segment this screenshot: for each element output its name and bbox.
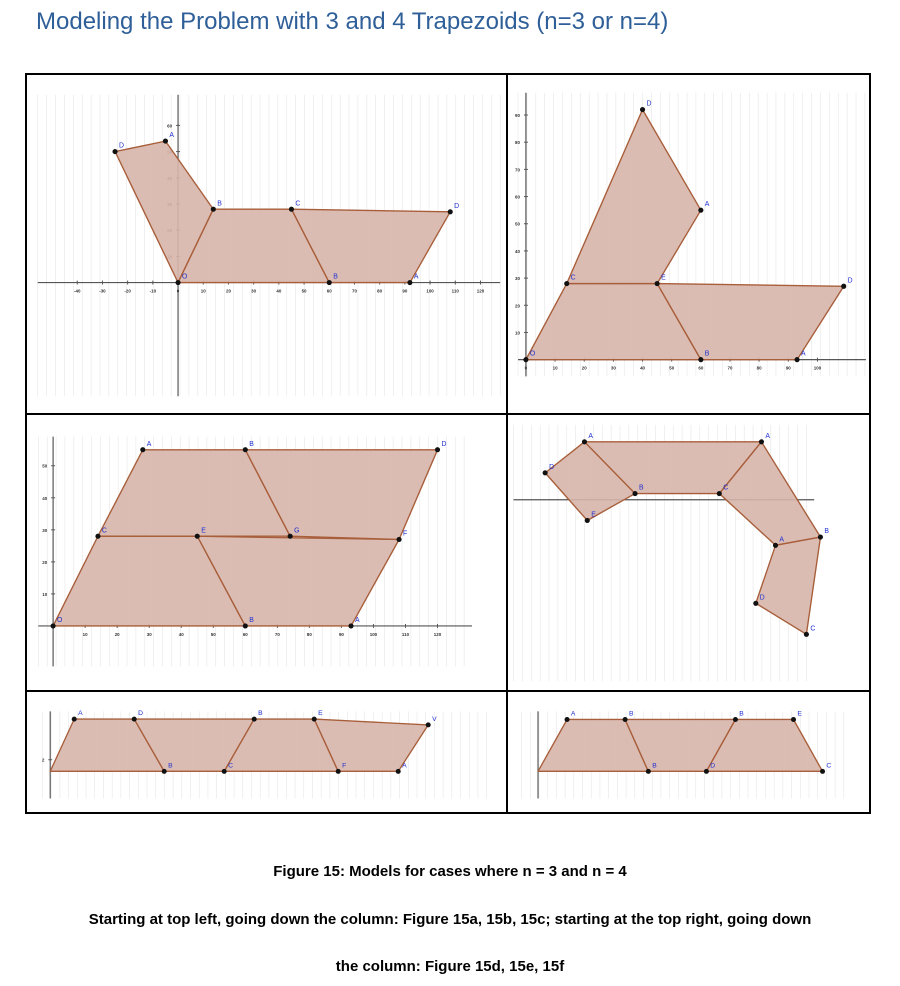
vertex-label: A xyxy=(78,710,83,718)
x-tick-label: 10 xyxy=(552,365,558,371)
x-tick-label: 100 xyxy=(426,288,434,294)
vertex-label: C xyxy=(723,484,729,492)
figure-caption-title: Figure 15: Models for cases where n = 3 and n = 4 xyxy=(273,863,627,880)
x-tick-label: 90 xyxy=(402,288,408,294)
vertex-point xyxy=(582,439,587,444)
x-tick-label: 110 xyxy=(451,288,459,294)
vertex-label: D xyxy=(759,594,765,602)
vertex-label: A xyxy=(413,273,419,281)
x-tick-label: 100 xyxy=(369,631,378,637)
vertex-point xyxy=(112,149,117,154)
x-tick-label: 100 xyxy=(813,365,822,371)
y-tick-label: 30 xyxy=(42,527,48,533)
vertex-label: A xyxy=(779,536,785,544)
x-tick-label: 40 xyxy=(178,631,184,637)
y-tick-label: 60 xyxy=(515,194,520,200)
x-tick-label: 80 xyxy=(306,631,312,637)
vertex-label: O xyxy=(182,273,188,281)
figure-15f-plot xyxy=(508,692,869,812)
x-tick-label: 120 xyxy=(476,288,485,294)
vertex-label: D xyxy=(646,100,652,108)
vertex-label: E xyxy=(661,274,666,282)
figure-15d-panel xyxy=(506,73,871,415)
figure-caption-line-1: Starting at top left, going down the column: Figure 15a, 15b, 15c; starting at the top right, going down xyxy=(88,911,812,928)
vertex-point xyxy=(327,280,332,285)
x-tick-label: 90 xyxy=(785,365,791,371)
vertex-point xyxy=(704,769,709,774)
figure-15d-plot xyxy=(508,75,869,413)
vertex-point xyxy=(818,534,823,539)
vertex-label: B xyxy=(217,200,222,208)
vertex-point xyxy=(791,717,796,722)
x-tick-label: -10 xyxy=(149,288,157,294)
x-tick-label: 30 xyxy=(251,288,257,294)
figure-15a-plot xyxy=(27,75,506,413)
vertex-label: B xyxy=(704,350,710,358)
x-tick-label: 0 xyxy=(176,288,180,294)
vertex-label: O xyxy=(57,616,63,624)
figure-15a-panel xyxy=(25,73,508,415)
vertex-point xyxy=(289,207,294,212)
x-tick-label: 80 xyxy=(756,365,762,371)
vertex-label: C xyxy=(810,625,816,633)
vertex-label: D xyxy=(710,762,716,770)
vertex-point xyxy=(51,623,56,628)
vertex-point xyxy=(717,491,722,496)
x-tick-label: 0 xyxy=(524,365,528,371)
vertex-point xyxy=(733,717,738,722)
vertex-point xyxy=(435,447,440,452)
x-tick-label: 10 xyxy=(82,631,88,637)
vertex-label: V xyxy=(432,716,437,724)
vertex-point xyxy=(312,717,317,722)
vertex-point xyxy=(336,769,341,774)
vertex-label: C xyxy=(570,274,576,282)
vertex-point xyxy=(565,717,570,722)
vertex-point xyxy=(448,209,453,214)
vertex-point xyxy=(655,281,660,286)
vertex-point xyxy=(804,632,809,637)
x-tick-label: 60 xyxy=(698,365,704,371)
vertex-label: D xyxy=(118,142,124,150)
vertex-label: B xyxy=(652,762,657,770)
vertex-label: F xyxy=(403,530,408,538)
y-tick-label: 60 xyxy=(167,123,173,129)
vertex-point xyxy=(211,207,216,212)
vertex-point xyxy=(773,543,778,548)
x-tick-label: 80 xyxy=(377,288,383,294)
vertex-label: D xyxy=(454,202,460,210)
vertex-point xyxy=(348,623,353,628)
vertex-point xyxy=(72,717,77,722)
vertex-point xyxy=(396,769,401,774)
y-tick-label: 40 xyxy=(42,495,48,501)
y-tick-label: 30 xyxy=(515,276,520,282)
vertex-point xyxy=(222,769,227,774)
vertex-label: E xyxy=(797,710,802,718)
vertex-label: A xyxy=(402,762,407,770)
figure-15b-plot xyxy=(27,415,506,690)
vertex-label: E xyxy=(591,511,596,519)
x-tick-label: 40 xyxy=(640,365,646,371)
vertex-point xyxy=(640,107,645,112)
trapezoid-4 xyxy=(756,537,821,634)
vertex-point xyxy=(288,534,293,539)
vertex-label: B xyxy=(249,440,254,448)
y-tick-label: 10 xyxy=(515,330,520,336)
y-tick-label: 70 xyxy=(515,167,520,173)
vertex-label: A xyxy=(570,710,576,718)
trapezoid-2 xyxy=(567,110,701,284)
vertex-point xyxy=(195,534,200,539)
vertex-point xyxy=(163,139,168,144)
x-tick-label: 30 xyxy=(610,365,616,371)
x-tick-label: 70 xyxy=(727,365,733,371)
vertex-label: A xyxy=(169,132,175,140)
x-tick-label: 10 xyxy=(200,288,206,294)
vertex-point xyxy=(95,534,100,539)
y-tick-label: 40 xyxy=(515,248,520,254)
vertex-label: B xyxy=(258,710,263,718)
vertex-label: F xyxy=(342,762,347,770)
y-tick-label: 80 xyxy=(515,140,520,146)
vertex-point xyxy=(698,208,703,213)
vertex-point xyxy=(140,447,145,452)
vertex-label: A xyxy=(146,440,152,448)
vertex-point xyxy=(175,280,180,285)
vertex-label: B xyxy=(628,710,634,718)
vertex-label: B xyxy=(249,616,254,624)
vertex-point xyxy=(646,769,651,774)
x-tick-label: 20 xyxy=(114,631,120,637)
vertex-label: C xyxy=(101,527,107,535)
page-heading: Modeling the Problem with 3 and 4 Trapezoids (n=3 or n=4) xyxy=(36,8,669,35)
vertex-point xyxy=(397,537,402,542)
y-tick-label: 20 xyxy=(515,303,520,309)
vertex-label: D xyxy=(847,277,853,285)
vertex-point xyxy=(564,281,569,286)
vertex-label: O xyxy=(529,350,536,358)
x-tick-label: 50 xyxy=(669,365,675,371)
x-tick-label: 110 xyxy=(401,631,410,637)
x-tick-label: 70 xyxy=(351,288,357,294)
y-tick-label: 90 xyxy=(515,113,520,119)
vertex-point xyxy=(794,357,799,362)
vertex-point xyxy=(623,717,628,722)
vertex-label: B xyxy=(333,273,338,281)
figure-15e-plot xyxy=(508,415,869,690)
vertex-label: A xyxy=(588,432,593,440)
vertex-point xyxy=(252,717,257,722)
vertex-label: G xyxy=(294,527,300,535)
vertex-label: B xyxy=(168,762,173,770)
figure-15b-panel xyxy=(25,413,508,692)
vertex-label: A xyxy=(765,432,770,440)
vertex-label: D xyxy=(138,710,143,718)
figure-grid xyxy=(25,73,871,814)
x-tick-label: -20 xyxy=(124,288,131,294)
vertex-label: A xyxy=(704,201,710,209)
vertex-label: A xyxy=(801,350,806,358)
vertex-label: C xyxy=(228,762,233,770)
vertex-point xyxy=(585,518,590,523)
vertex-label: C xyxy=(826,762,832,770)
x-tick-label: 60 xyxy=(242,631,248,637)
x-tick-label: 20 xyxy=(581,365,587,371)
x-tick-label: 60 xyxy=(326,288,332,294)
vertex-point xyxy=(407,280,412,285)
vertex-label: B xyxy=(638,484,644,492)
vertex-point xyxy=(753,601,758,606)
x-tick-label: 30 xyxy=(146,631,152,637)
x-tick-label: 50 xyxy=(301,288,307,294)
vertex-label: D xyxy=(549,463,555,471)
x-tick-label: 40 xyxy=(276,288,282,294)
vertex-point xyxy=(162,769,167,774)
vertex-label: D xyxy=(441,440,447,448)
vertex-point xyxy=(632,491,637,496)
vertex-label: B xyxy=(739,710,744,718)
y-tick-label: 50 xyxy=(42,463,48,469)
vertex-point xyxy=(820,769,825,774)
vertex-point xyxy=(698,357,703,362)
x-tick-label: -40 xyxy=(74,288,81,294)
y-tick-label: 50 xyxy=(515,221,520,227)
vertex-point xyxy=(243,623,248,628)
y-tick-label: 20 xyxy=(42,559,48,565)
vertex-point xyxy=(759,439,764,444)
vertex-label: A xyxy=(354,616,360,624)
figure-15c-panel xyxy=(25,690,508,814)
figure-15f-panel xyxy=(506,690,871,814)
vertex-point xyxy=(243,447,248,452)
vertex-label: E xyxy=(201,527,206,535)
x-tick-label: 90 xyxy=(338,631,344,637)
vertex-point xyxy=(523,357,528,362)
x-tick-label: 20 xyxy=(225,288,231,294)
vertex-point xyxy=(841,284,846,289)
figure-caption-line-2: the column: Figure 15d, 15e, 15f xyxy=(335,958,565,975)
vertex-label: C xyxy=(295,200,301,208)
y-tick-label: 2 xyxy=(41,757,45,763)
figure-15c-plot xyxy=(27,692,506,812)
vertex-point xyxy=(132,717,137,722)
vertex-point xyxy=(426,722,431,727)
vertex-label: B xyxy=(824,528,829,536)
vertex-label: E xyxy=(318,710,323,718)
x-tick-label: 70 xyxy=(274,631,280,637)
x-tick-label: 50 xyxy=(210,631,216,637)
y-tick-label: 10 xyxy=(42,591,48,597)
x-tick-label: 120 xyxy=(433,631,442,637)
vertex-point xyxy=(543,470,548,475)
figure-15e-panel xyxy=(506,413,871,692)
x-tick-label: -30 xyxy=(99,288,106,294)
